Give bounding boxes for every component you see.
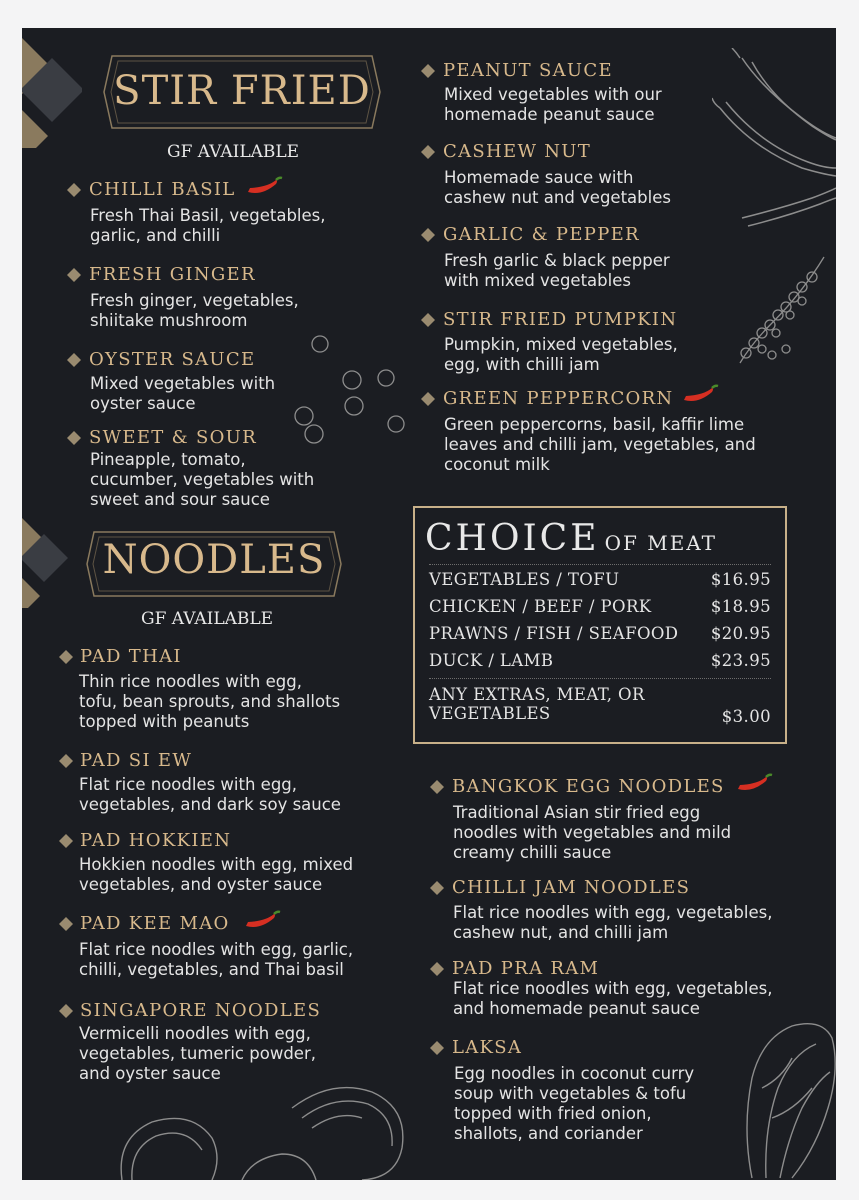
diamond-bullet-icon — [59, 650, 73, 664]
menu-item-name: STIR FRIED PUMPKIN — [443, 309, 678, 330]
diamond-bullet-icon — [67, 353, 81, 367]
extras-row: ANY EXTRAS, MEAT, OR VEGETABLES $3.00 — [429, 685, 771, 726]
diamond-bullet-icon — [421, 228, 435, 242]
menu-item-name: SINGAPORE NOODLES — [80, 1000, 322, 1021]
menu-item-description: Flat rice noodles with egg, vegetables, and homemade peanut sauce — [453, 979, 773, 1018]
menu-item-name: FRESH GINGER — [89, 264, 256, 285]
diamond-bullet-icon — [430, 1041, 444, 1055]
diamond-bullet-icon — [430, 780, 444, 794]
stir-fried-gf-label: GF AVAILABLE — [167, 142, 300, 162]
chili-pepper-icon — [242, 910, 282, 932]
diamond-bullet-icon — [67, 268, 81, 282]
menu-item-name: PAD HOKKIEN — [80, 830, 232, 851]
chili-sketch-illustration — [712, 48, 836, 228]
menu-item-description: Mixed vegetables with oyster sauce — [90, 374, 276, 413]
divider — [429, 564, 771, 565]
menu-item-name: BANGKOK EGG NOODLES — [452, 776, 725, 797]
menu-item-description: Fresh garlic & black pepper with mixed vegetables — [444, 251, 670, 290]
diamond-bullet-icon — [59, 917, 73, 931]
menu-item-name: PAD KEE MAO — [80, 913, 230, 934]
choice-of-meat-title: CHOICE OF MEAT — [425, 518, 717, 559]
chili-pepper-icon — [244, 176, 284, 198]
menu-item-name: CHILLI BASIL — [89, 179, 236, 200]
diamond-bullet-icon — [430, 881, 444, 895]
menu-item-description: Egg noodles in coconut curry soup with vegetables & tofu topped with fried onion, shallots, and coriander — [454, 1064, 695, 1143]
corner-diamond-decoration — [22, 518, 72, 608]
choice-of-meat-box — [413, 506, 787, 744]
diamond-bullet-icon — [430, 962, 444, 976]
diamond-bullet-icon — [59, 1004, 73, 1018]
noodles-title: NOODLES — [102, 537, 326, 583]
meat-price-row: VEGETABLES / TOFU $16.95 — [429, 570, 771, 589]
menu-item-name: PEANUT SAUCE — [443, 60, 613, 81]
menu-item-description: Pineapple, tomato, cucumber, vegetables with sweet and sour sauce — [90, 450, 315, 509]
diamond-bullet-icon — [421, 64, 435, 78]
diamond-bullet-icon — [421, 392, 435, 406]
menu-item-description: Hokkien noodles with egg, mixed vegetables, and oyster sauce — [79, 855, 354, 894]
diamond-bullet-icon — [421, 145, 435, 159]
menu-item-name: SWEET & SOUR — [89, 427, 257, 448]
menu-item-description: Pumpkin, mixed vegetables, egg, with chilli jam — [444, 335, 678, 374]
menu-item-description: Homemade sauce with cashew nut and vegetables — [444, 168, 671, 207]
menu-page — [22, 28, 836, 1180]
diamond-bullet-icon — [59, 834, 73, 848]
menu-item-description: Fresh ginger, vegetables, shiitake mushroom — [90, 291, 299, 330]
menu-item-description: Mixed vegetables with our homemade peanut sauce — [444, 85, 662, 124]
menu-item-name: PAD PRA RAM — [452, 958, 600, 979]
menu-item-description: Vermicelli noodles with egg, vegetables, tumeric powder, and oyster sauce — [79, 1024, 316, 1083]
menu-item-description: Thin rice noodles with egg, tofu, bean sprouts, and shallots topped with peanuts — [79, 672, 341, 731]
diamond-bullet-icon — [421, 313, 435, 327]
divider — [429, 678, 771, 679]
menu-item-name: CASHEW NUT — [443, 141, 592, 162]
menu-item-name: OYSTER SAUCE — [89, 349, 256, 370]
meat-price-row: PRAWNS / FISH / SEAFOOD $20.95 — [429, 624, 771, 643]
menu-item-description: Green peppercorns, basil, kaffir lime leaves and chilli jam, vegetables, and coconut milk — [444, 415, 756, 474]
chili-pepper-icon — [680, 384, 720, 406]
chili-pepper-icon — [734, 773, 774, 795]
meat-price-row: CHICKEN / BEEF / PORK $18.95 — [429, 597, 771, 616]
menu-item-name: LAKSA — [452, 1037, 523, 1058]
diamond-bullet-icon — [67, 431, 81, 445]
noodles-gf-label: GF AVAILABLE — [141, 609, 274, 629]
diamond-bullet-icon — [59, 754, 73, 768]
menu-item-description: Traditional Asian stir fried egg noodles with vegetables and mild creamy chilli sauce — [453, 803, 732, 862]
shrimp-sketch-illustration — [112, 1078, 412, 1180]
menu-item-name: PAD THAI — [80, 646, 182, 667]
peppercorn-scatter-sketch — [290, 330, 410, 450]
meat-price-row: DUCK / LAMB $23.95 — [429, 651, 771, 670]
menu-item-description: Flat rice noodles with egg, vegetables, cashew nut, and chilli jam — [453, 903, 773, 942]
menu-item-name: GARLIC & PEPPER — [443, 224, 640, 245]
menu-item-name: CHILLI JAM NOODLES — [452, 877, 691, 898]
menu-item-name: PAD SI EW — [80, 750, 193, 771]
peppercorn-sketch-illustration — [732, 253, 832, 368]
bok-choy-sketch-illustration — [732, 1018, 836, 1180]
corner-diamond-decoration — [22, 38, 82, 148]
menu-item-name: GREEN PEPPERCORN — [443, 388, 674, 409]
menu-item-description: Flat rice noodles with egg, vegetables, and dark soy sauce — [79, 775, 341, 814]
menu-item-description: Flat rice noodles with egg, garlic, chilli, vegetables, and Thai basil — [79, 940, 354, 979]
stir-fried-title: STIR FRIED — [113, 68, 371, 114]
menu-item-description: Fresh Thai Basil, vegetables, garlic, and chilli — [90, 206, 326, 245]
diamond-bullet-icon — [67, 183, 81, 197]
